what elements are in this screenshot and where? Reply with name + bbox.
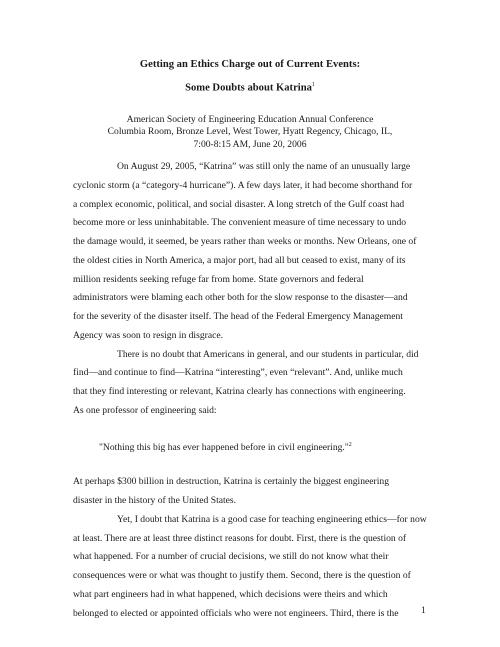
- conference-line-3: 7:00-8:15 AM, June 20, 2006: [193, 139, 307, 150]
- paragraph-line: disaster in the history of the United States.: [73, 495, 237, 506]
- paragraph-line: for the severity of the disaster itself. The head of the Federal Emergency Management: [73, 311, 403, 322]
- conference-line-2: Columbia Room, Bronze Level, West Tower, Hyatt Regency, Chicago, IL,: [107, 126, 393, 137]
- title-text: Some Doubts about Katrina: [185, 82, 312, 94]
- footnote-mark-1: 1: [311, 82, 315, 88]
- footnote-mark-2: 2: [348, 442, 352, 448]
- paragraph-line: cyclonic storm (a “category-4 hurricane”). A few days later, it had become shorthand for: [73, 180, 413, 191]
- paragraph-line: As one professor of engineering said:: [73, 405, 217, 416]
- paragraph-line: that they find interesting or relevant, Katrina clearly has connections with engineering.: [73, 386, 406, 397]
- block-quote: [99, 439, 352, 454]
- paragraph-line: belonged to elected or appointed officials who were not engineers. Third, there is the: [73, 608, 399, 619]
- title-line-2: [0, 79, 500, 95]
- paragraph-line: Agency was soon to resign in disgrace.: [73, 330, 224, 341]
- paragraph-line: what happened. For a number of crucial decisions, we still do not know what their: [73, 551, 389, 562]
- paragraph-line: what part engineers had in what happened, which decisions were theirs and which: [73, 589, 388, 600]
- paragraph-line: At perhaps $300 billion in destruction, Katrina is certainly the biggest engineering: [73, 476, 389, 487]
- paragraph-line: the oldest cities in North America, a major port, had all but ceased to exist, many of its: [73, 255, 406, 266]
- paragraph-line: administrators were blaming each other both for the slow response to the disaster—and: [73, 292, 408, 303]
- paragraph-line: Yet, I doubt that Katrina is a good case for teaching engineering ethics—for now: [117, 514, 427, 525]
- paragraph-line: consequences were or what was thought to justify them. Second, there is the question of: [73, 570, 411, 581]
- title-line-1: Getting an Ethics Charge out of Current Events:: [139, 59, 361, 70]
- paragraph-line: at least. There are at least three distinct reasons for doubt. First, there is the question of: [73, 533, 407, 544]
- paragraph-line: become more or less uninhabitable. The convenient measure of time necessary to undo: [73, 217, 407, 228]
- paragraph-line: million residents seeking refuge far from home. State governors and federal: [73, 274, 364, 285]
- paragraph-line: There is no doubt that Americans in general, and our students in particular, did: [117, 349, 419, 360]
- page-number: 1: [421, 605, 426, 616]
- paragraph-line: the damage would, it seemed, be years rather than weeks or months. New Orleans, one of: [73, 236, 417, 247]
- paragraph-line: On August 29, 2005, “Katrina” was still only the name of an unusually large: [117, 161, 411, 172]
- conference-line-1: American Society of Engineering Education Annual Conference: [126, 114, 374, 125]
- paragraph-line: a complex economic, political, and social disaster. A long stretch of the Gulf coast had: [73, 199, 405, 210]
- paragraph-line: find—and continue to find—Katrina “interesting”, even “relevant”. And, unlike much: [73, 367, 403, 378]
- quote-text: "Nothing this big has ever happened before in civil engineering.": [99, 442, 349, 454]
